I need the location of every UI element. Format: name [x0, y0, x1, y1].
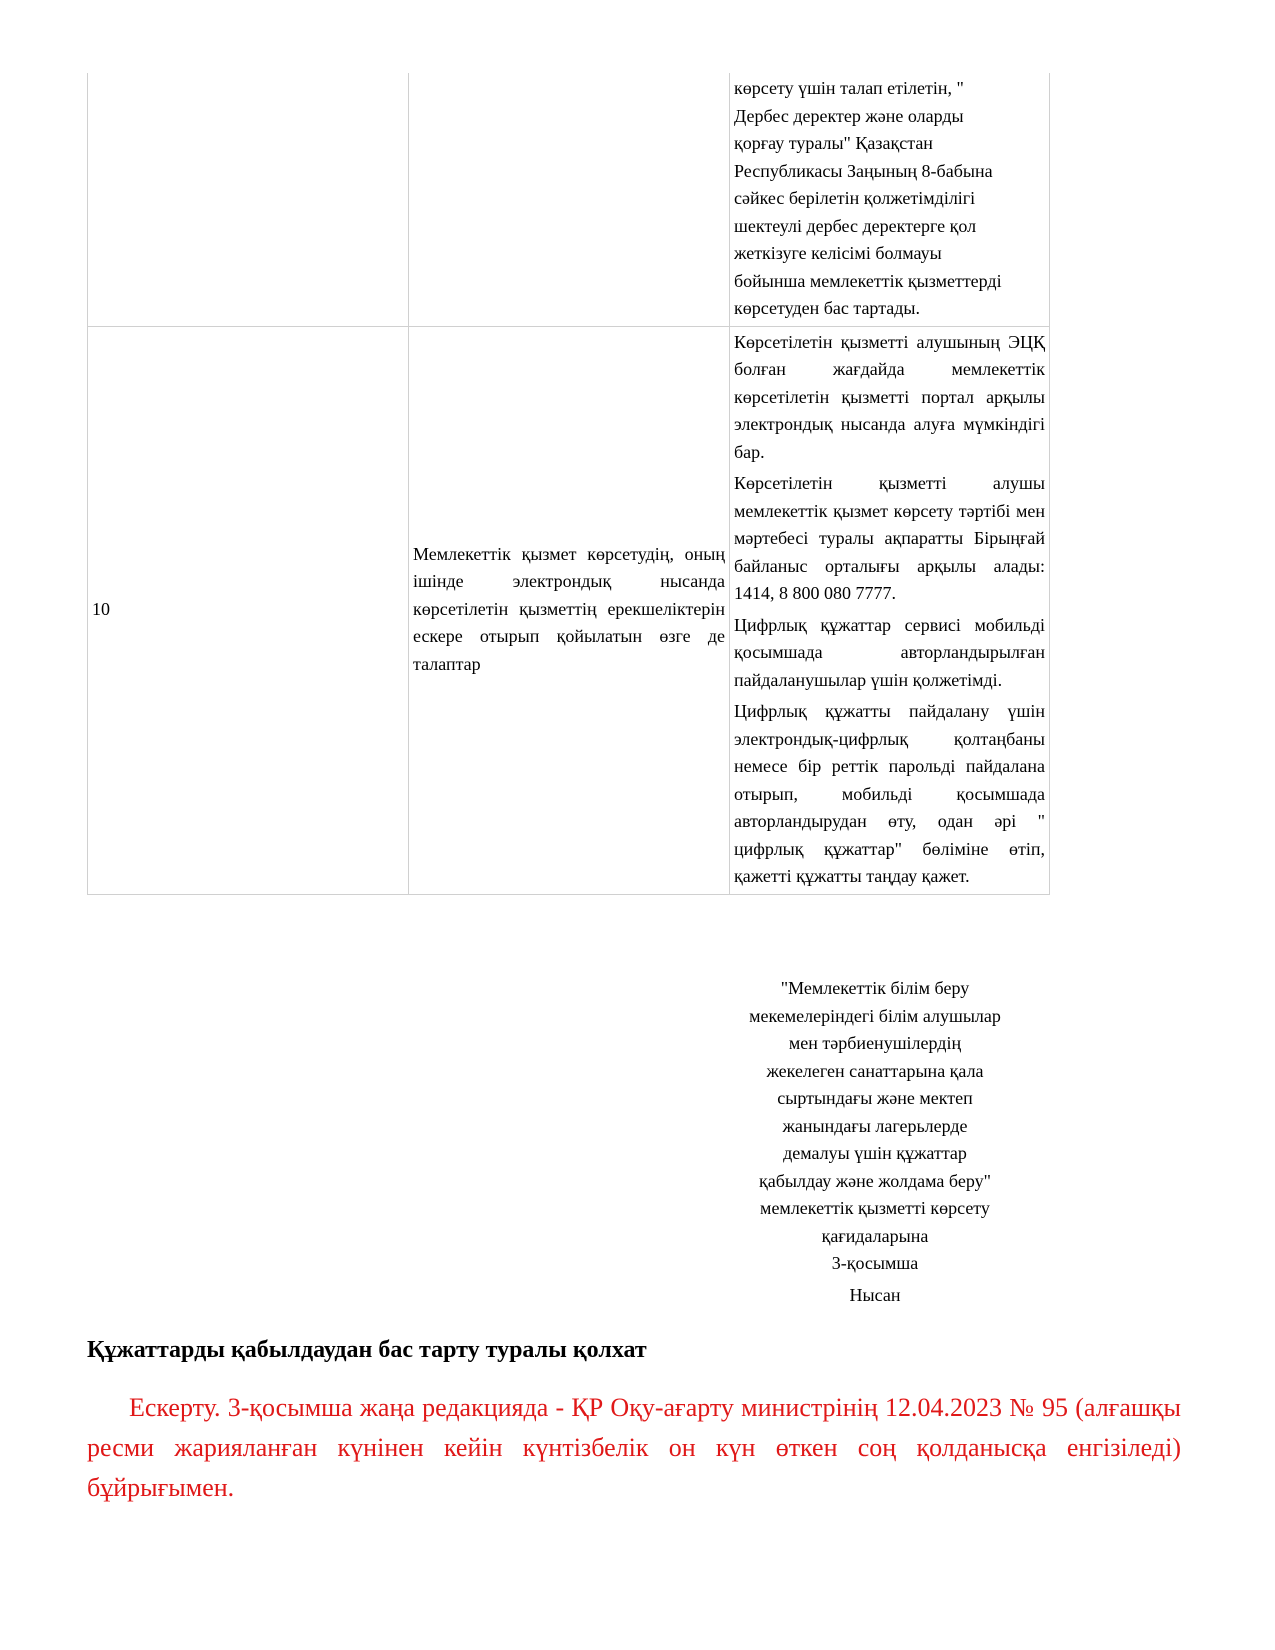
description-line: жеткізуге келісімі болмауы — [734, 243, 942, 263]
description-line: Республикасы Заңының 8-бабына — [734, 160, 993, 181]
appendix-line: қағидаларына — [821, 1225, 929, 1246]
row-name-cell: Мемлекеттік қызмет көрсетудің, оның ішінде электрондық нысанда көрсетілетін қызметтің ерекшеліктерін ескере отырып қойылатын өзге де талаптар — [409, 326, 730, 894]
description-paragraph: Цифрлық құжаттар сервисі мобильді қосымшада авторландырылған пайдаланушылар үшін қолжетімді. — [734, 614, 1045, 690]
description-line: сәйкес берілетін қолжетімділігі — [734, 188, 976, 208]
description-paragraph: Цифрлық құжатты пайдалану үшін электрондық-цифрлық қолтаңбаны немесе бір реттік парольді пайдалана отырып, мобильді қосымшада авторландырудан өту, одан әрі " цифрлық құжаттар" бөліміне өтіп, қажетті құжатты таңдау қажет. — [734, 701, 1045, 886]
appendix-number: 3-қосымша — [831, 1253, 919, 1273]
table-row — [88, 73, 1050, 326]
appendix-line: мекемелеріндегі білім алушылар — [749, 1005, 1001, 1026]
description-paragraph: Көрсетілетін қызметті алушының ЭЦҚ болған жағдайда мемлекеттік көрсетілетін қызметті портал арқылы электрондық нысанда алуға мүмкіндігі бар. — [734, 331, 1045, 462]
row-name-cell — [409, 73, 730, 326]
appendix-line: мен тәрбиенушілердің — [788, 1033, 962, 1053]
appendix-line: жекелеген санаттарына қала — [766, 1060, 984, 1081]
table-row — [88, 326, 1050, 894]
appendix-line: сыртындағы және мектеп — [777, 1088, 973, 1108]
document-title: Құжаттарды қабылдаудан бас тарту туралы қолхат — [87, 1337, 647, 1363]
appendix-line: демалуы үшін құжаттар — [783, 1143, 967, 1163]
service-standard-table — [87, 73, 1050, 895]
row-description-cell — [730, 326, 1050, 894]
form-label: Нысан — [849, 1284, 901, 1305]
row-number-cell: 10 — [88, 326, 409, 894]
amendment-note: Ескерту. 3-қосымша жаңа редакцияда - ҚР Оқу-ағарту министрінің 12.04.2023 № 95 (алғашқы ресми жарияланған күнінен кейін күнтізбелік он күн өткен соң қолданысқа енгізіледі) бұйрығымен. — [87, 1393, 1181, 1502]
description-paragraph: Көрсетілетін қызметті алушы мемлекеттік қызмет көрсету тәртібі мен мәртебесі туралы ақпаратты Бірыңғай байланыс орталығы арқылы алады: 1414, 8 800 080 7777. — [734, 473, 1045, 603]
appendix-caption — [705, 975, 1045, 1309]
description-line: Дербес деректер және оларды — [734, 105, 964, 126]
row-number-cell — [88, 73, 409, 326]
appendix-line: жанындағы лагерьлерде — [782, 1115, 968, 1136]
description-line: бойынша мемлекеттік қызметтерді — [734, 270, 1002, 291]
appendix-line: мемлекеттік қызметті көрсету — [760, 1198, 990, 1218]
appendix-line: "Мемлекеттік білім беру — [780, 978, 970, 998]
appendix-line: қабылдау және жолдама беру" — [759, 1170, 991, 1191]
description-line: шектеулі дербес деректерге қол — [734, 215, 977, 236]
description-line: көрсетуден бас тартады. — [734, 298, 921, 318]
description-line: қорғау туралы" Қазақстан — [734, 133, 933, 153]
row-description-cell — [730, 73, 1050, 326]
description-line: көрсету үшін талап етілетін, " — [734, 78, 964, 98]
